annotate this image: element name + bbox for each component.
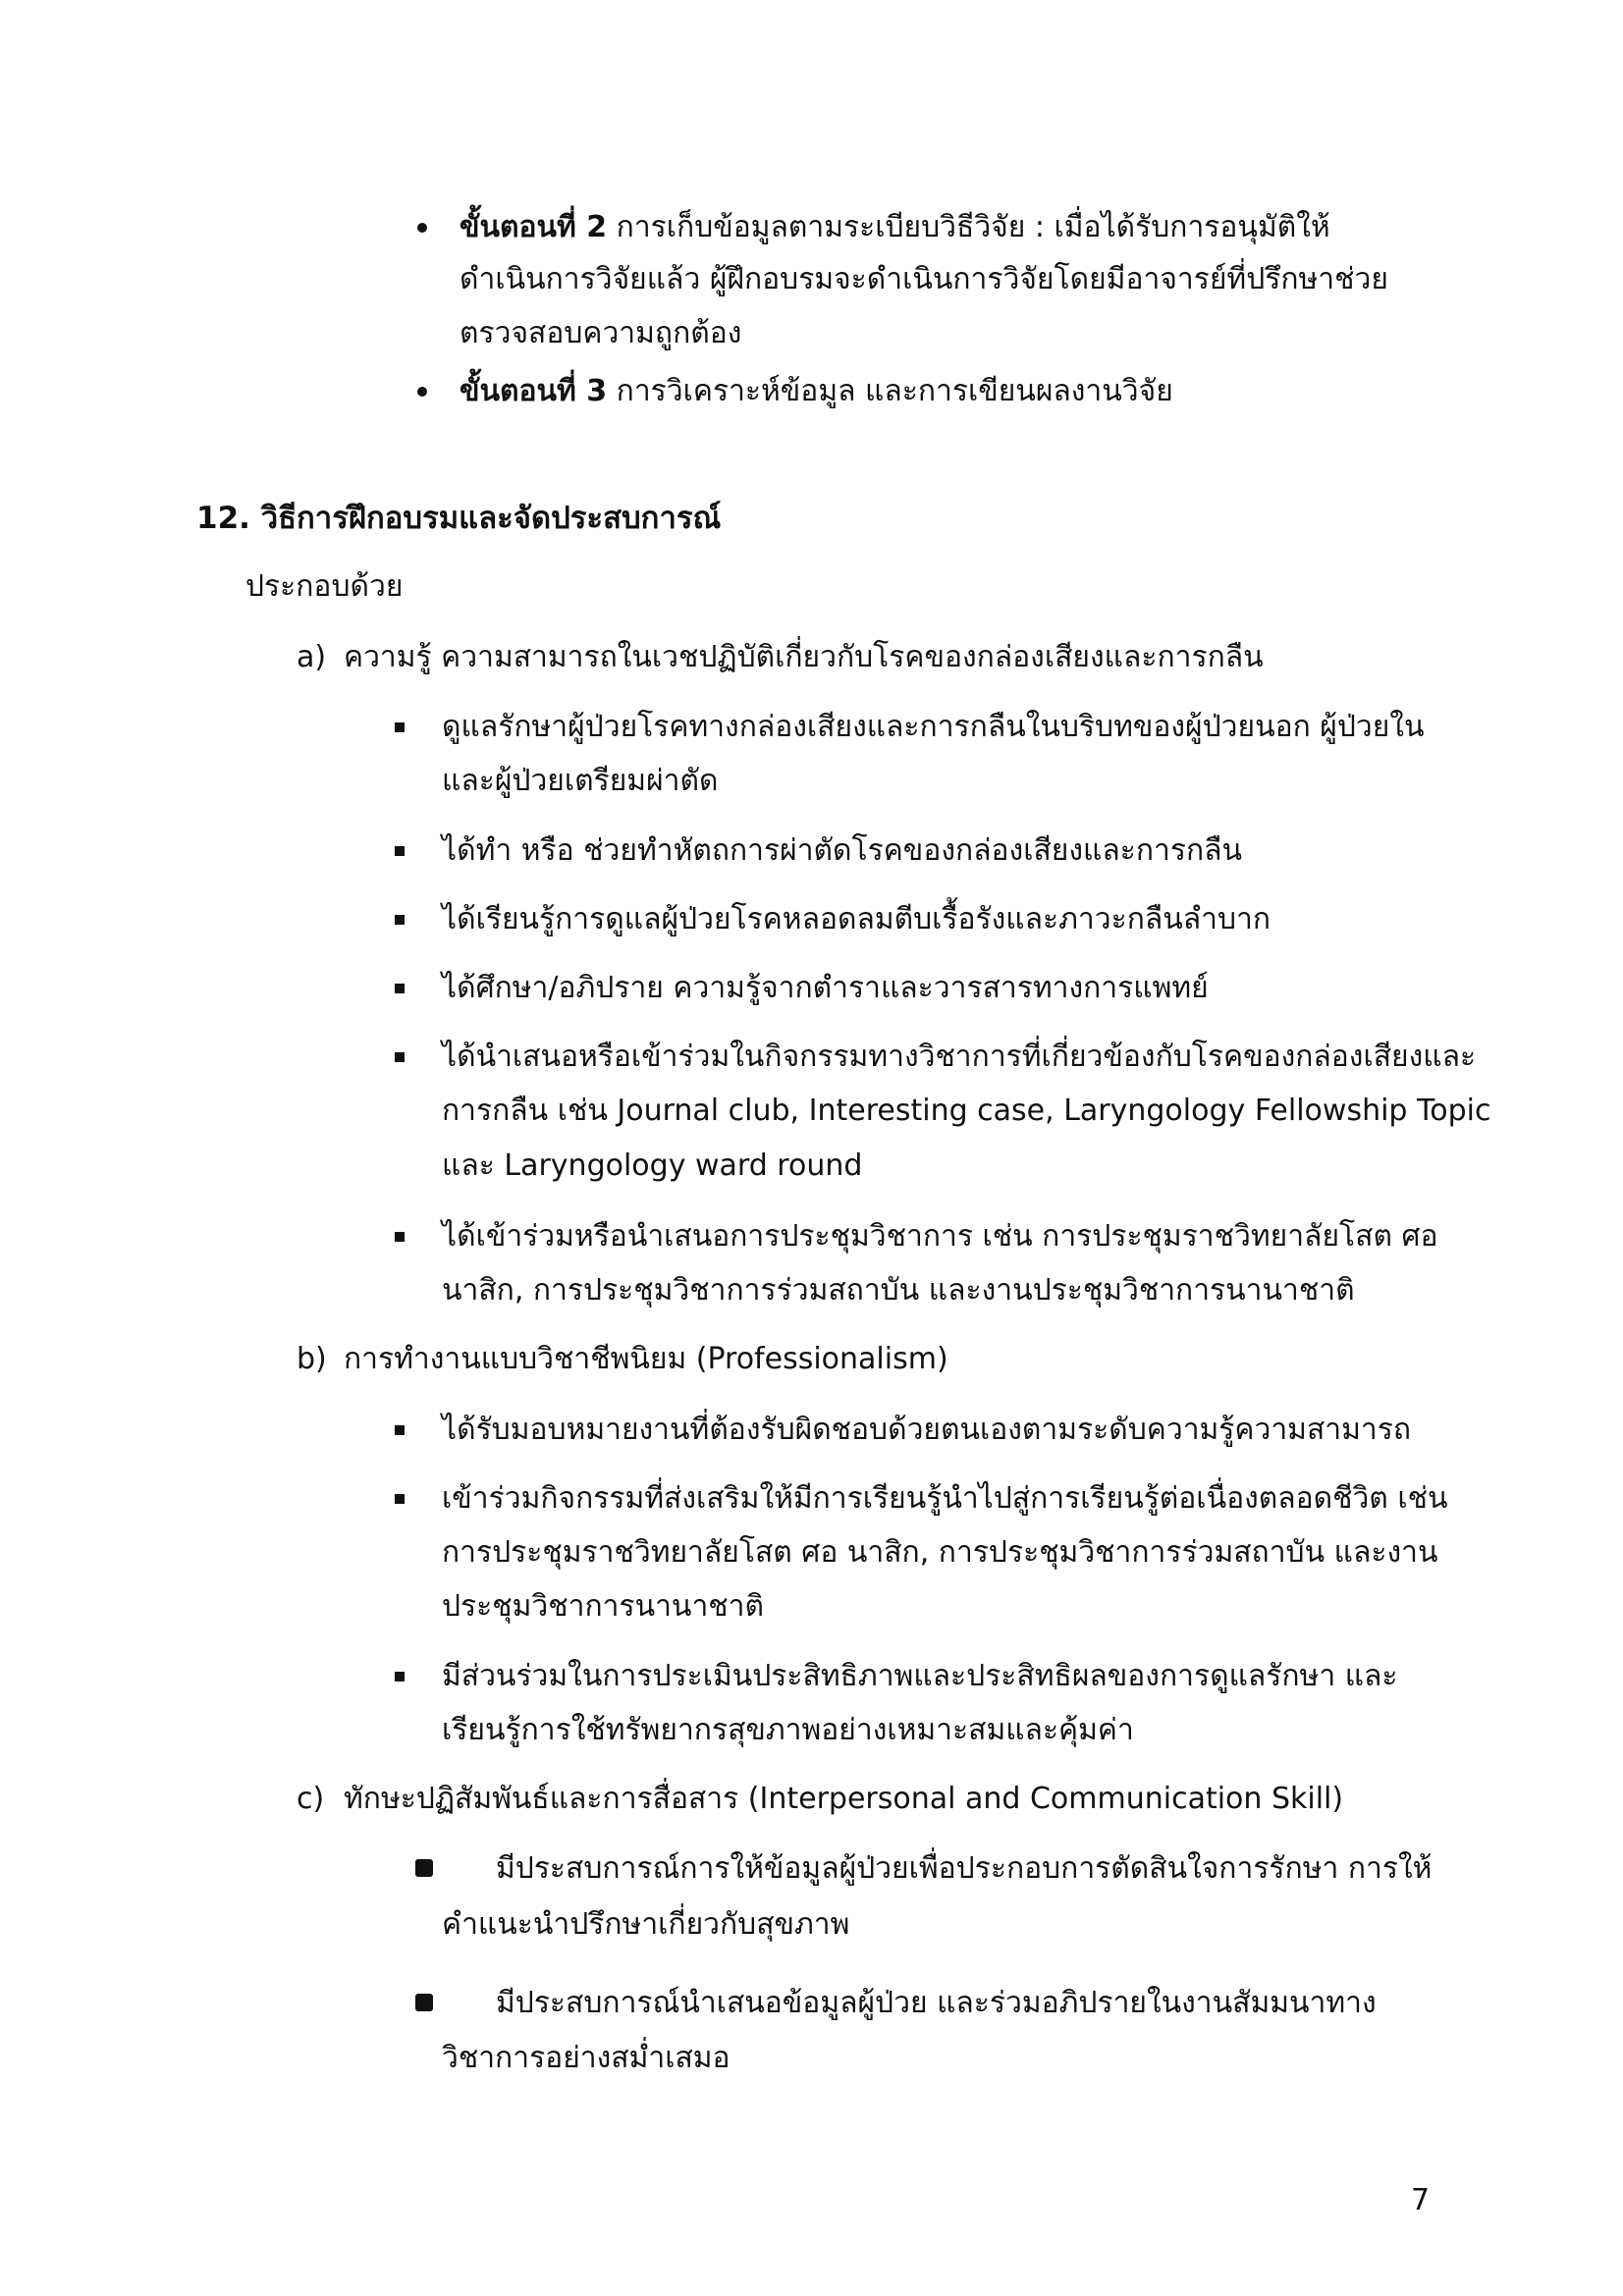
step-2-line-3: ตรวจสอบความถูกต้อง	[460, 316, 742, 350]
a-item-1-line-1: ดูแลรักษาผู้ป่วยโรคทางกล่องเสียงและการกลืนในบริบทของผู้ป่วยนอก ผู้ป่วยใน	[442, 710, 1425, 744]
b-item-2-line-3: ประชุมวิชาการนานาชาติ	[442, 1589, 764, 1624]
step-2-text: การเก็บข้อมูลตามระเบียบวิธีวิจัย : เมื่อได้รับการอนุมัติให้	[607, 210, 1330, 244]
b-item-2-line-1: เข้าร่วมกิจกรรมที่ส่งเสริมให้มีการเรียนรู้นำไปสู่การเรียนรู้ต่อเนื่องตลอดชีวิต เช่น	[442, 1481, 1448, 1516]
b-item-2-line-2: การประชุมราชวิทยาลัยโสต ศอ นาสิก, การประชุมวิชาการร่วมสถาบัน และงาน	[442, 1535, 1438, 1570]
bullet-square-icon	[395, 1052, 405, 1062]
subsection-c-letter: c)	[297, 1782, 325, 1816]
b-item-3-line-2: เรียนรู้การใช้ทรัพยากรสุขภาพอย่างเหมาะสมและคุ้มค่า	[442, 1713, 1134, 1747]
step-2-label: ขั้นตอนที่ 2	[460, 210, 608, 244]
section-intro: ประกอบด้วย	[245, 569, 404, 604]
b-item-1-line-1: ได้รับมอบหมายงานที่ต้องรับผิดชอบด้วยตนเองตามระดับความรู้ความสามารถ	[442, 1413, 1412, 1447]
bullet-square-icon	[415, 1859, 433, 1877]
subsection-c-title: ทักษะปฏิสัมพันธ์และการสื่อสาร (Interpersonal and Communication Skill)	[344, 1782, 1344, 1816]
a-item-5-line-1: ได้นำเสนอหรือเข้าร่วมในกิจกรรมทางวิชาการที่เกี่ยวข้องกับโรคของกล่องเสียงและ	[442, 1040, 1477, 1074]
step-2-line-2: ดำเนินการวิจัยแล้ว ผู้ฝึกอบรมจะดำเนินการวิจัยโดยมีอาจารย์ที่ปรึกษาช่วย	[460, 262, 1388, 296]
a-item-2-line-1: ได้ทำ หรือ ช่วยทำหัตถการผ่าตัดโรคของกล่องเสียงและการกลืน	[442, 833, 1242, 868]
bullet-square-icon	[395, 1232, 405, 1242]
bullet-square-icon	[395, 1494, 405, 1504]
a-item-5-line-2: การกลืน เช่น Journal club, Interesting case, Laryngology Fellowship Topic	[442, 1094, 1491, 1128]
a-item-3-line-1: ได้เรียนรู้การดูแลผู้ป่วยโรคหลอดลมตีบเรื้อรังและภาวะกลืนลำบาก	[442, 902, 1271, 936]
bullet-square-icon	[395, 1672, 405, 1682]
c-item-2-line-1: มีประสบการณ์นำเสนอข้อมูลผู้ป่วย และร่วมอภิปรายในงานสัมมนาทาง	[496, 1986, 1377, 2020]
subsection-b-letter: b)	[297, 1342, 327, 1376]
a-item-1-line-2: และผู้ป่วยเตรียมผ่าตัด	[442, 764, 719, 798]
subsection-a-letter: a)	[297, 640, 327, 674]
bullet-square-icon	[395, 915, 405, 925]
bullet-square-icon	[395, 1425, 405, 1435]
c-item-2-line-2: วิชาการอย่างสม่ำเสมอ	[442, 2041, 730, 2075]
bullet-square-icon	[395, 984, 405, 993]
page-number: 7	[1411, 2183, 1431, 2217]
bullet-dot-icon	[417, 223, 427, 233]
c-item-1-line-2: คำแนะนำปรึกษาเกี่ยวกับสุขภาพ	[442, 1907, 850, 1942]
step-2-line-1	[460, 208, 1330, 247]
bullet-square-icon	[395, 846, 405, 856]
c-item-1-line-1: มีประสบการณ์การให้ข้อมูลผู้ป่วยเพื่อประกอบการตัดสินใจการรักษา การให้	[496, 1851, 1433, 1886]
a-item-4-line-1: ได้ศึกษา/อภิปราย ความรู้จากตำราและวารสารทางการแพทย์	[442, 971, 1209, 1005]
subsection-a-title: ความรู้ ความสามารถในเวชปฏิบัติเกี่ยวกับโรคของกล่องเสียงและการกลืน	[344, 640, 1264, 674]
a-item-6-line-1: ได้เข้าร่วมหรือนำเสนอการประชุมวิชาการ เช่น การประชุมราชวิทยาลัยโสต ศอ	[442, 1219, 1438, 1254]
bullet-square-icon	[415, 1994, 433, 2011]
step-3-label: ขั้นตอนที่ 3	[460, 374, 608, 408]
a-item-5-line-3: และ Laryngology ward round	[442, 1148, 863, 1183]
section-heading: 12. วิธีการฝึกอบรมและจัดประสบการณ์	[196, 501, 722, 536]
bullet-dot-icon	[417, 387, 427, 397]
a-item-6-line-2: นาสิก, การประชุมวิชาการร่วมสถาบัน และงานประชุมวิชาการนานาชาติ	[442, 1273, 1355, 1308]
b-item-3-line-1: มีส่วนร่วมในการประเมินประสิทธิภาพและประสิทธิผลของการดูแลรักษา และ	[442, 1659, 1398, 1693]
step-3-line-1	[460, 372, 1173, 411]
subsection-b-title: การทำงานแบบวิชาชีพนิยม (Professionalism)	[344, 1342, 948, 1376]
step-3-text: การวิเคราะห์ข้อมูล และการเขียนผลงานวิจัย	[607, 374, 1173, 408]
bullet-square-icon	[395, 722, 405, 732]
